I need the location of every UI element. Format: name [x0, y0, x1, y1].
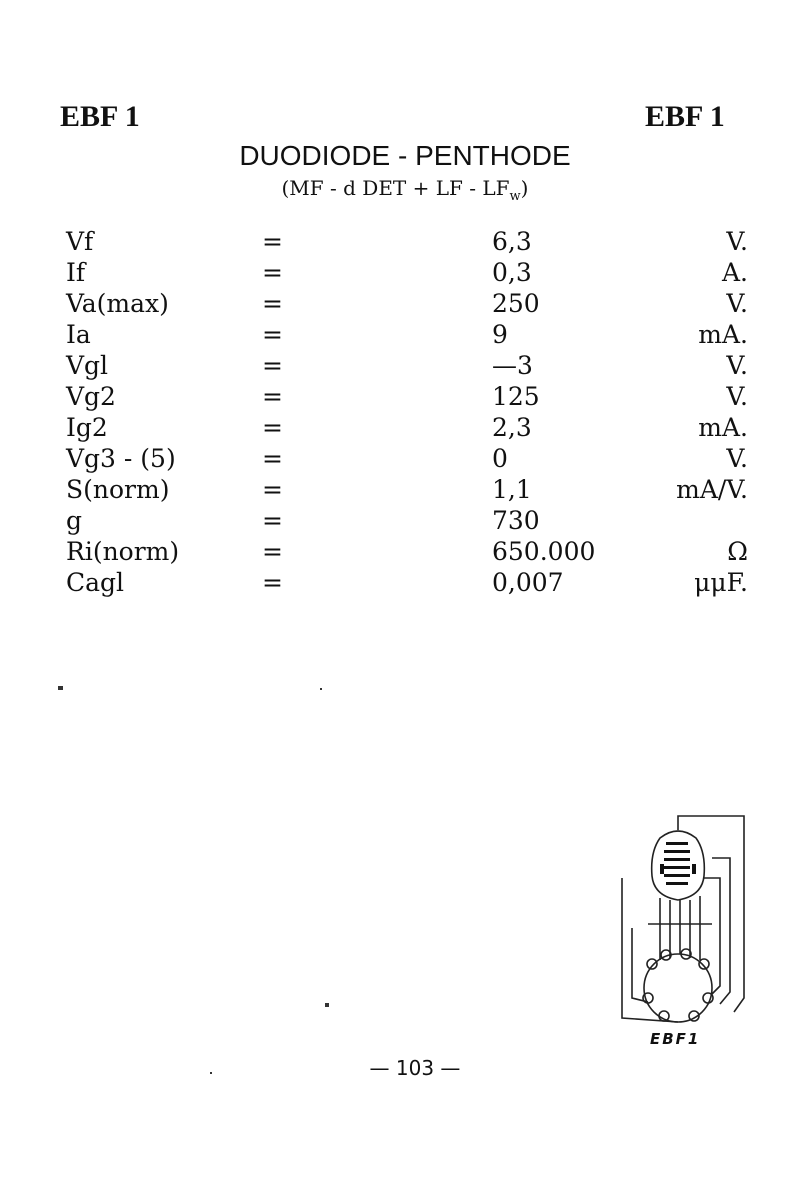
spec-unit: A. [721, 258, 748, 287]
spec-equals: = [262, 351, 283, 380]
spec-row [62, 412, 752, 443]
spec-value: 2,3 [492, 413, 532, 442]
spec-row [62, 567, 752, 598]
spec-row [62, 257, 752, 288]
page-subtitle [0, 176, 800, 204]
spec-unit: mA. [698, 413, 748, 442]
spec-unit: Ω [727, 537, 748, 566]
page-number: — 103 — [369, 1056, 461, 1080]
spec-value: 0,3 [492, 258, 532, 287]
spec-name: Va(max) [66, 289, 169, 318]
spec-row [62, 350, 752, 381]
spec-row [62, 381, 752, 412]
spec-row [62, 536, 752, 567]
spec-name: If [66, 258, 86, 287]
spec-row [62, 443, 752, 474]
spec-value: 0,007 [492, 568, 564, 597]
tube-base-diagram [608, 812, 748, 1032]
header-right-title: EBF 1 [645, 100, 725, 133]
spec-equals: = [262, 382, 283, 411]
page-title: DUODIODE - PENTHODE [239, 140, 571, 171]
spec-unit: V. [726, 444, 748, 473]
spec-row [62, 505, 752, 536]
spec-name: Vg3 - (5) [66, 444, 176, 473]
spec-name: Ig2 [66, 413, 108, 442]
spec-unit: μμF. [694, 568, 748, 597]
spec-equals: = [262, 506, 283, 535]
spec-unit: mA/V. [676, 475, 748, 504]
spec-equals: = [262, 320, 283, 349]
spec-value: 0 [492, 444, 508, 473]
spec-unit: V. [726, 289, 748, 318]
spec-equals: = [262, 444, 283, 473]
spec-name: Vf [66, 227, 94, 256]
scan-speck [325, 1003, 329, 1007]
spec-value: 250 [492, 289, 540, 318]
spec-value: 650.000 [492, 537, 596, 566]
spec-name: S(norm) [66, 475, 170, 504]
spec-row [62, 288, 752, 319]
spec-unit: V. [726, 382, 748, 411]
spec-value: —3 [492, 351, 533, 380]
spec-value: 6,3 [492, 227, 532, 256]
subtitle-subscript: w [509, 189, 521, 204]
spec-row [62, 226, 752, 257]
spec-name: Vg2 [66, 382, 116, 411]
spec-equals: = [262, 289, 283, 318]
subtitle-close: ) [520, 176, 529, 200]
spec-row [62, 319, 752, 350]
spec-name: Cagl [66, 568, 125, 597]
diagram-label: EBF1 [650, 1030, 701, 1048]
subtitle-text: (MF - d DET + LF - LF [281, 176, 510, 200]
spec-value: 9 [492, 320, 508, 349]
scan-speck [320, 688, 322, 690]
spec-value: 125 [492, 382, 540, 411]
spec-table [62, 226, 752, 598]
spec-equals: = [262, 568, 283, 597]
spec-row [62, 474, 752, 505]
spec-unit: V. [726, 227, 748, 256]
spec-equals: = [262, 258, 283, 287]
spec-equals: = [262, 227, 283, 256]
spec-value: 730 [492, 506, 540, 535]
spec-name: Ri(norm) [66, 537, 180, 566]
spec-name: g [66, 506, 83, 535]
spec-value: 1,1 [492, 475, 532, 504]
spec-unit: V. [726, 351, 748, 380]
spec-name: Vgl [66, 351, 109, 380]
spec-equals: = [262, 413, 283, 442]
scan-speck [58, 686, 63, 690]
spec-name: Ia [66, 320, 91, 349]
spec-unit: mA. [698, 320, 748, 349]
spec-equals: = [262, 475, 283, 504]
header-left-title: EBF 1 [60, 100, 140, 133]
spec-equals: = [262, 537, 283, 566]
